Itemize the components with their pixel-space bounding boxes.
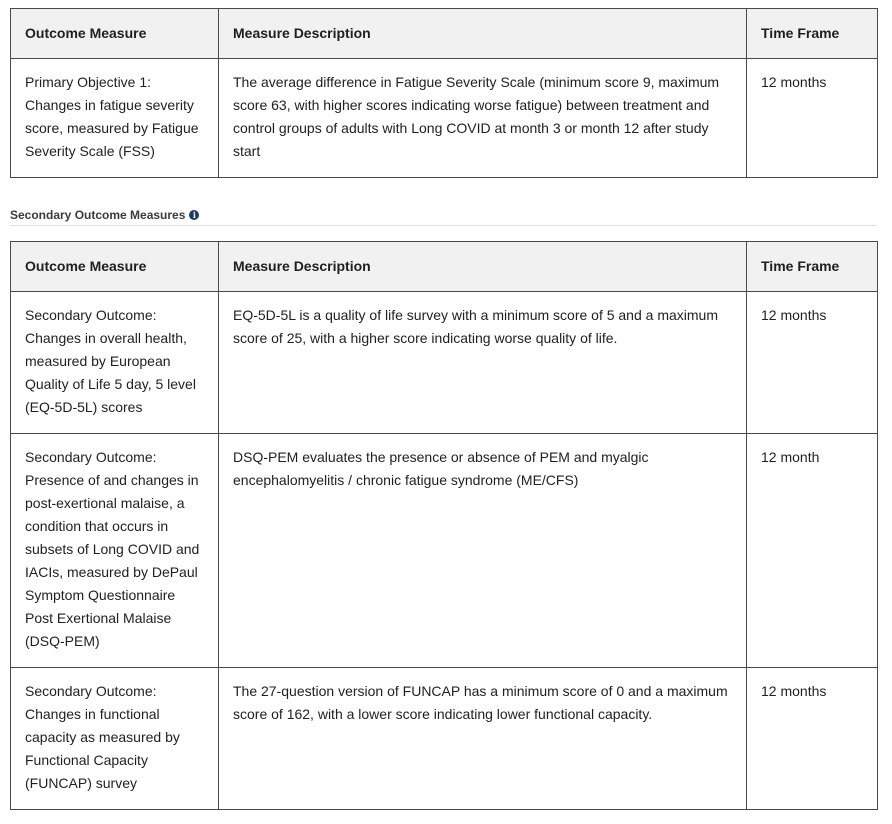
outcome-measure-cell: Secondary Outcome: Changes in functional capacity as measured by Functional Capacity (FUNCAP) survey <box>11 668 219 810</box>
header-time-frame: Time Frame <box>747 9 878 59</box>
table-row <box>11 434 878 668</box>
header-outcome-measure: Outcome Measure <box>11 9 219 59</box>
table-header-row <box>11 9 878 59</box>
secondary-outcomes-heading <box>10 208 877 226</box>
outcome-measure-cell: Primary Objective 1: Changes in fatigue severity score, measured by Fatigue Severity Scale (FSS) <box>11 59 219 178</box>
time-frame-cell: 12 month <box>747 434 878 668</box>
time-frame-cell: 12 months <box>747 292 878 434</box>
primary-outcomes-table <box>10 8 878 178</box>
measure-description-cell: The 27-question version of FUNCAP has a minimum score of 0 and a maximum score of 162, with a lower score indicating lower functional capacity. <box>219 668 747 810</box>
info-icon[interactable]: i <box>189 210 199 220</box>
table-row <box>11 668 878 810</box>
time-frame-cell: 12 months <box>747 59 878 178</box>
time-frame-cell: 12 months <box>747 668 878 810</box>
secondary-outcomes-table <box>10 241 878 810</box>
header-time-frame: Time Frame <box>747 242 878 292</box>
measure-description-cell: EQ-5D-5L is a quality of life survey with a minimum score of 5 and a maximum score of 25, with a higher score indicating worse quality of life. <box>219 292 747 434</box>
table-header-row <box>11 242 878 292</box>
outcome-measure-cell: Secondary Outcome: Presence of and changes in post-exertional malaise, a condition that occurs in subsets of Long COVID and IACIs, measured by DePaul Symptom Questionnaire Post Exertional Malaise (DSQ-PEM) <box>11 434 219 668</box>
table-row <box>11 59 878 178</box>
header-measure-description: Measure Description <box>219 9 747 59</box>
measure-description-cell: The average difference in Fatigue Severity Scale (minimum score 9, maximum score 63, with higher scores indicating worse fatigue) between treatment and control groups of adults with Long COVID at month 3 or month 12 after study start <box>219 59 747 178</box>
measure-description-cell: DSQ-PEM evaluates the presence or absence of PEM and myalgic encephalomyelitis / chronic fatigue syndrome (ME/CFS) <box>219 434 747 668</box>
header-measure-description: Measure Description <box>219 242 747 292</box>
secondary-outcomes-title: Secondary Outcome Measures <box>10 208 186 222</box>
table-row <box>11 292 878 434</box>
header-outcome-measure: Outcome Measure <box>11 242 219 292</box>
outcome-measure-cell: Secondary Outcome: Changes in overall health, measured by European Quality of Life 5 day, 5 level (EQ-5D-5L) scores <box>11 292 219 434</box>
